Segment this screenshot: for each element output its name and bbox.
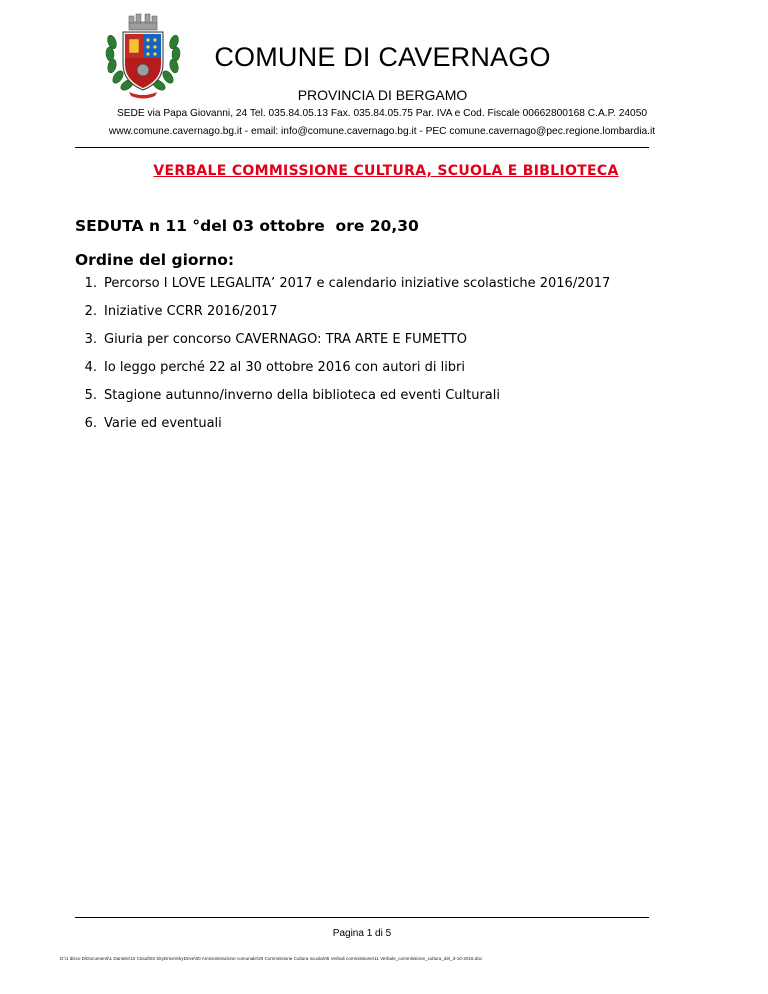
file-path: D:\1 disco D\Documenti\1 Daniele\10 Cloud\03 SkyDrive\SkyDrive\00 Amministrazione comunale\20 Commissione Cultura scuola\06 Verbali commissione\11 Verbale_commissione_cultura_del_3-10-2016.doc [60,956,483,961]
agenda-item: 4. Io leggo perché 22 al 30 ottobre 2016 con autori di libri [84,360,466,375]
session-heading: SEDUTA n 11 °del 03 ottobre ore 20,30 [75,217,419,235]
agenda-heading: Ordine del giorno: [75,251,235,269]
header-divider [75,147,649,148]
coat-of-arms-icon [105,12,181,100]
page-number: Pagina 1 di 5 [332,928,392,939]
agenda-item: 5. Stagione autunno/inverno della biblioteca ed eventi Culturali [84,388,500,403]
contacts-line: www.comune.cavernago.bg.it - email: info@comune.cavernago.bg.it - PEC comune.cavernago@pec.regione.lombardia.it [108,126,656,137]
address-line: SEDE via Papa Giovanni, 24 Tel. 035.84.05.13 Fax. 035.84.05.75 Par. IVA e Cod. Fiscale 00662800168 C.A.P. 24050 [116,108,648,119]
agenda-item: 1. Percorso I LOVE LEGALITA’ 2017 e calendario iniziative scolastiche 2016/2017 [84,276,611,291]
document-title: VERBALE COMMISSIONE CULTURA, SCUOLA E BIBLIOTECA [153,163,619,179]
footer-divider [75,917,649,918]
agenda-item: 3. Giuria per concorso CAVERNAGO: TRA ARTE E FUMETTO [84,332,468,347]
province-name: PROVINCIA DI BERGAMO [297,87,468,103]
municipality-name: COMUNE DI CAVERNAGO [214,42,551,72]
agenda-item: 6. Varie ed eventuali [84,416,222,431]
agenda-item: 2. Iniziative CCRR 2016/2017 [84,304,278,319]
